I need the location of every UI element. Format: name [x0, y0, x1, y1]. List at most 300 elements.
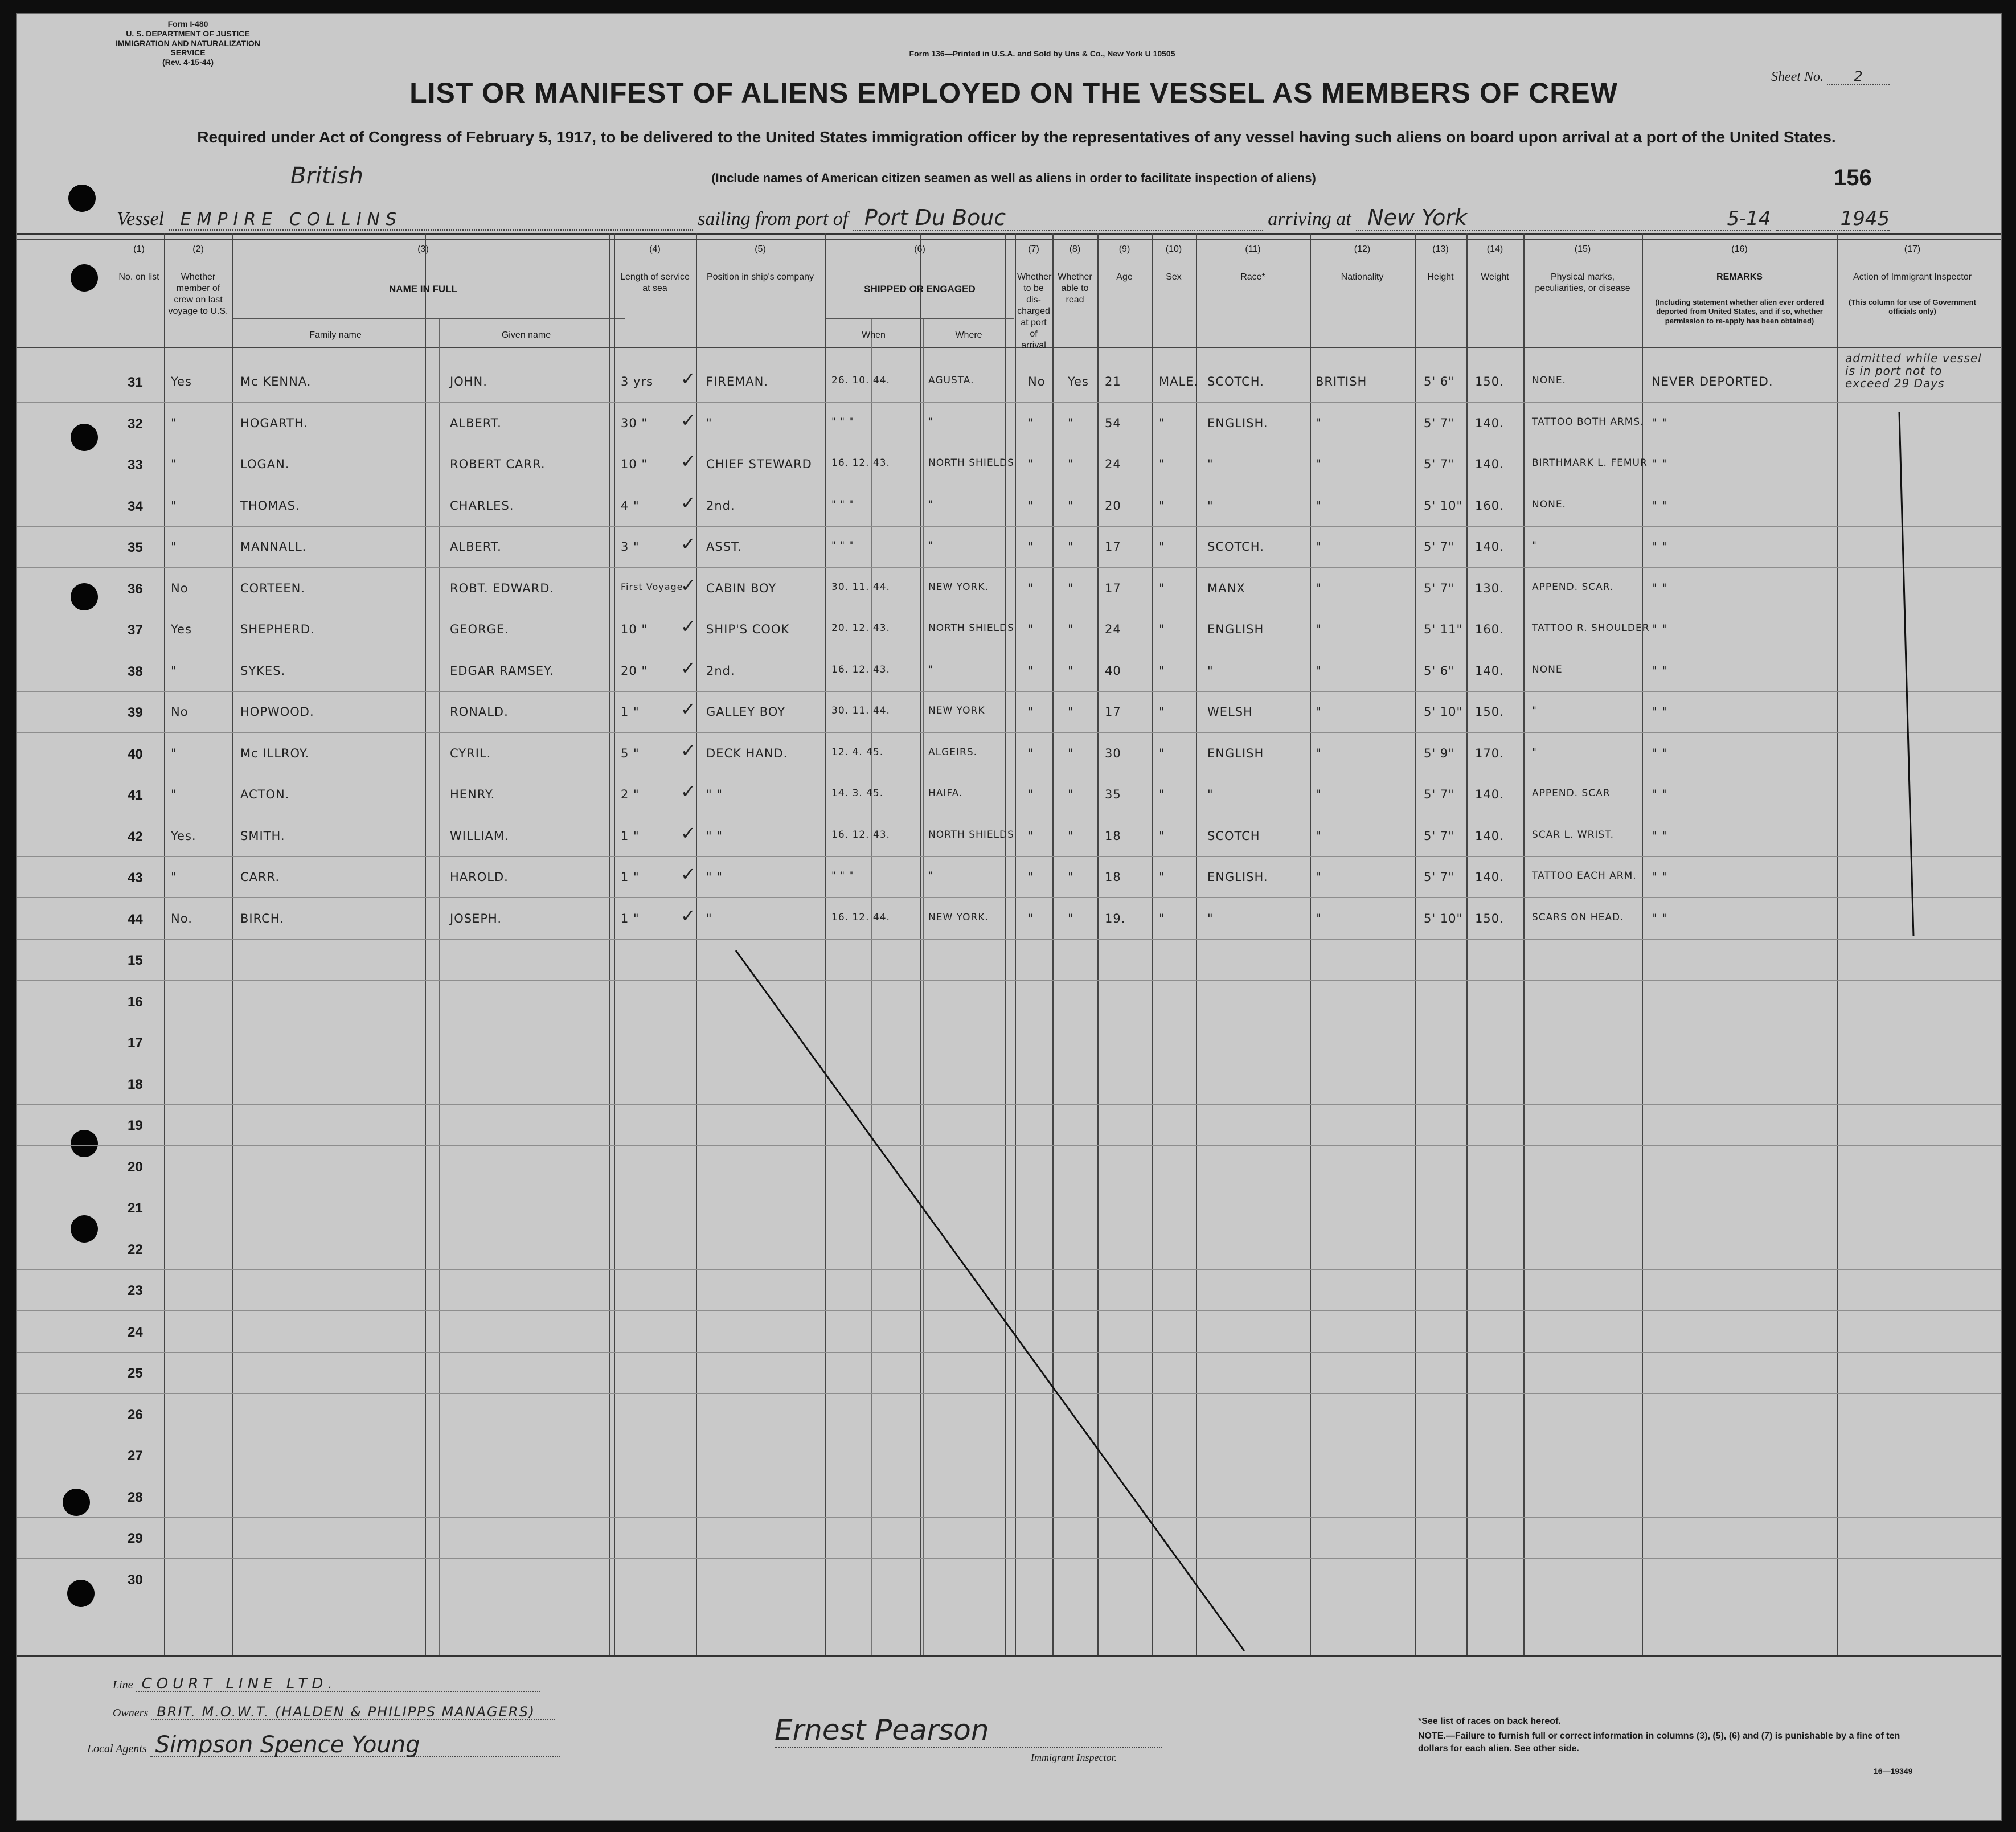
family-name: ACTON. — [240, 788, 290, 801]
family-name: SYKES. — [240, 664, 286, 678]
shipped-when: 30. 11. 44. — [831, 705, 890, 716]
row-number: 25 — [128, 1366, 143, 1381]
column-heading: Sex — [1166, 272, 1182, 282]
shipped-where: NEW YORK. — [928, 581, 989, 593]
sex: " — [1159, 499, 1165, 513]
column-divider — [614, 233, 615, 1655]
race: " — [1207, 788, 1214, 801]
column-divider — [1642, 233, 1643, 1655]
row-rule — [17, 732, 2001, 733]
height: 5' 10" — [1424, 499, 1463, 513]
revision: (Rev. 4-15-44) — [162, 58, 214, 67]
length-of-service: 4 " — [621, 499, 640, 513]
column-divider — [1015, 233, 1016, 1655]
crew-last-voyage: " — [171, 788, 177, 801]
sex: " — [1159, 416, 1165, 430]
physical-marks: TATTOO BOTH ARMS. — [1532, 416, 1644, 428]
row-number: 23 — [128, 1283, 143, 1298]
given-name: ALBERT. — [450, 540, 502, 554]
column-heading: Whether to be dis-charged at port of arrival — [1017, 272, 1052, 350]
row-rule — [17, 1145, 2001, 1146]
position-in-ship: ASST. — [706, 540, 743, 554]
check-mark-icon: ✓ — [681, 533, 696, 555]
remarks: " " — [1652, 416, 1668, 430]
sex: " — [1159, 540, 1165, 554]
age: 54 — [1105, 416, 1121, 430]
physical-marks: NONE — [1532, 664, 1563, 675]
remarks: " " — [1652, 829, 1668, 843]
race: ENGLISH — [1207, 747, 1264, 760]
column-divider — [1097, 233, 1099, 1655]
height: 5' 10" — [1424, 912, 1463, 925]
nationality: " — [1316, 870, 1322, 884]
crew-last-voyage: " — [171, 870, 177, 884]
inspector-action: admitted while vessel is in port not to exceed 29 Days — [1845, 351, 1982, 390]
row-rule — [17, 980, 2001, 981]
column-note: (This column for use of Government officials only) — [1849, 298, 1976, 316]
position-in-ship: " — [706, 912, 712, 925]
shipped-when: 20. 12. 43. — [831, 622, 890, 634]
age: 17 — [1105, 705, 1121, 719]
page-title: LIST OR MANIFEST OF ALIENS EMPLOYED ON THE VESSEL AS MEMBERS OF CREW — [409, 77, 1618, 109]
length-of-service: 30 " — [621, 416, 648, 430]
shipped-where: NORTH SHIELDS — [928, 457, 1014, 469]
discharged-at-port: " — [1028, 416, 1034, 430]
check-mark-icon: ✓ — [681, 905, 696, 927]
physical-marks: TATTOO R. SHOULDER — [1532, 622, 1650, 634]
inspector-label: Immigrant Inspector. — [1031, 1752, 1117, 1763]
able-to-read: " — [1068, 622, 1074, 636]
length-of-service: 1 " — [621, 705, 640, 719]
action-bracket-line — [1899, 412, 1913, 936]
position-in-ship: 2nd. — [706, 499, 735, 513]
position-in-ship: " " — [706, 829, 723, 843]
shipped-where: NEW YORK — [928, 705, 985, 716]
agents-label: Local Agents — [87, 1743, 147, 1755]
column-number: (8) — [1069, 244, 1081, 254]
shipped-where: " — [928, 664, 933, 675]
discharged-at-port: " — [1028, 870, 1034, 884]
sex: " — [1159, 664, 1165, 678]
row-number: 21 — [128, 1200, 143, 1216]
row-rule — [17, 856, 2001, 857]
row-number: 15 — [128, 953, 143, 968]
given-name: RONALD. — [450, 705, 509, 719]
row-number: 19 — [128, 1118, 143, 1133]
remarks: " " — [1652, 788, 1668, 801]
column-divider — [825, 233, 826, 1655]
height: 5' 6" — [1424, 375, 1454, 388]
column-heading: Whether able to read — [1058, 272, 1092, 305]
remarks: " " — [1652, 705, 1668, 719]
nationality: " — [1316, 705, 1322, 719]
shipped-when: " " " — [831, 499, 854, 510]
column-subheading: When — [862, 330, 886, 340]
nationality: " — [1316, 664, 1322, 678]
column-heading: Age — [1116, 272, 1133, 282]
column-number: (14) — [1486, 244, 1503, 254]
row-number: 43 — [128, 870, 143, 886]
row-rule — [17, 1104, 2001, 1105]
sex: " — [1159, 829, 1165, 843]
check-mark-icon: ✓ — [681, 616, 696, 637]
row-number: 40 — [128, 747, 143, 762]
weight: 140. — [1475, 870, 1504, 884]
length-of-service: 1 " — [621, 912, 640, 925]
footer-note: NOTE.—Failure to furnish full or correct information in columns (3), (5), (6) and (7) is punishable by a fine of ten dollars for each alien. See other side. — [1418, 1731, 1900, 1754]
family-name: THOMAS. — [240, 499, 300, 513]
weight: 140. — [1475, 829, 1504, 843]
height: 5' 7" — [1424, 788, 1454, 801]
age: 24 — [1105, 622, 1121, 636]
shipped-where: " — [928, 499, 933, 510]
physical-marks: APPEND. SCAR — [1532, 788, 1611, 799]
crew-last-voyage: No. — [171, 912, 192, 925]
sheet-label: Sheet No. — [1771, 69, 1824, 84]
column-number: (2) — [192, 244, 204, 254]
length-of-service: First Voyage — [621, 581, 683, 592]
check-mark-icon: ✓ — [681, 450, 696, 472]
row-rule — [17, 939, 2001, 940]
position-in-ship: SHIP'S COOK — [706, 622, 790, 636]
remarks: " " — [1652, 540, 1668, 554]
column-heading: Physical marks, peculiarities, or disease — [1535, 272, 1630, 293]
race: " — [1207, 457, 1214, 471]
length-of-service: 1 " — [621, 870, 640, 884]
discharged-at-port: " — [1028, 581, 1034, 595]
crew-last-voyage: " — [171, 416, 177, 430]
column-heading: NAME IN FULL — [389, 284, 457, 294]
arrival-date: 5-14 — [1600, 207, 1771, 231]
row-number: 35 — [128, 540, 143, 555]
page-number: 156 — [1834, 165, 1872, 190]
shipped-where: " — [928, 870, 933, 882]
row-number: 18 — [128, 1077, 143, 1092]
column-divider — [1837, 233, 1838, 1655]
given-name: ALBERT. — [450, 416, 502, 430]
remarks: " " — [1652, 664, 1668, 678]
column-heading: Nationality — [1341, 272, 1384, 282]
form-id: Form I-480 — [167, 19, 208, 28]
remarks: NEVER DEPORTED. — [1652, 375, 1773, 388]
race: MANX — [1207, 581, 1245, 595]
physical-marks: BIRTHMARK L. FEMUR — [1532, 457, 1648, 469]
row-rule — [17, 1558, 2001, 1559]
position-in-ship: " " — [706, 870, 723, 884]
position-in-ship: CHIEF STEWARD — [706, 457, 812, 471]
row-rule — [17, 567, 2001, 568]
line-value: COURT LINE LTD. — [136, 1677, 540, 1692]
column-heading: No. on list — [118, 272, 159, 282]
row-rule — [17, 1393, 2001, 1394]
check-mark-icon: ✓ — [681, 822, 696, 844]
physical-marks: " — [1532, 705, 1537, 716]
column-heading: SHIPPED OR ENGAGED — [864, 284, 976, 294]
column-divider — [1152, 233, 1153, 1655]
column-number: (1) — [133, 244, 145, 254]
row-number: 30 — [128, 1572, 143, 1588]
manifest-sheet — [16, 13, 2002, 1821]
weight: 150. — [1475, 912, 1504, 925]
nationality: " — [1316, 540, 1322, 554]
row-number: 37 — [128, 622, 143, 638]
able-to-read: " — [1068, 581, 1074, 595]
column-divider — [1196, 233, 1197, 1655]
weight: 140. — [1475, 416, 1504, 430]
weight: 140. — [1475, 457, 1504, 471]
column-number: (5) — [755, 244, 766, 254]
age: 17 — [1105, 540, 1121, 554]
name-header-rule — [232, 318, 625, 319]
able-to-read: Yes — [1068, 375, 1089, 388]
race: ENGLISH. — [1207, 416, 1268, 430]
shipped-where: NEW YORK. — [928, 912, 989, 923]
height: 5' 9" — [1424, 747, 1454, 760]
row-number: 42 — [128, 829, 143, 845]
family-name: Mc KENNA. — [240, 375, 312, 388]
sex: " — [1159, 747, 1165, 760]
shipped-when: 16. 12. 43. — [831, 457, 890, 469]
column-number: (15) — [1574, 244, 1591, 254]
weight: 140. — [1475, 788, 1504, 801]
row-number: 44 — [128, 912, 143, 927]
family-name: HOGARTH. — [240, 416, 308, 430]
age: 35 — [1105, 788, 1121, 801]
vessel-label: Vessel — [117, 208, 165, 229]
sailing-label: sailing from port of — [698, 208, 849, 229]
shipped-when: 14. 3. 45. — [831, 788, 884, 799]
column-heading: Action of Immigrant Inspector — [1853, 272, 1972, 282]
remarks: " " — [1652, 581, 1668, 595]
family-name: CARR. — [240, 870, 280, 884]
discharged-at-port: " — [1028, 829, 1034, 843]
family-name: BIRCH. — [240, 912, 284, 925]
height: 5' 7" — [1424, 581, 1454, 595]
column-heading: Race* — [1240, 272, 1265, 282]
given-name: JOSEPH. — [450, 912, 502, 925]
column-number: (11) — [1245, 244, 1261, 254]
column-divider — [425, 233, 426, 1655]
sex: MALE. — [1159, 375, 1199, 388]
sheet-number: 2 — [1827, 68, 1890, 85]
position-in-ship: " " — [706, 788, 723, 801]
column-divider — [164, 233, 165, 1655]
column-divider — [1523, 233, 1525, 1655]
physical-marks: " — [1532, 540, 1537, 551]
column-heading: Height — [1427, 272, 1454, 282]
height: 5' 10" — [1424, 705, 1463, 719]
arrival-port: New York — [1356, 205, 1595, 231]
length-of-service: 5 " — [621, 747, 640, 760]
row-number: 39 — [128, 705, 143, 720]
family-name: HOPWOOD. — [240, 705, 314, 719]
able-to-read: " — [1068, 870, 1074, 884]
age: 19. — [1105, 912, 1126, 925]
row-rule — [17, 1269, 2001, 1270]
check-mark-icon: ✓ — [681, 368, 696, 390]
nationality: " — [1316, 499, 1322, 513]
column-number: (7) — [1028, 244, 1039, 254]
table-top-border — [17, 233, 2001, 235]
age: 18 — [1105, 829, 1121, 843]
crew-table — [17, 14, 2001, 1820]
table-top-border — [17, 239, 2001, 240]
nationality: " — [1316, 622, 1322, 636]
column-divider — [696, 233, 697, 1655]
length-of-service: 3 " — [621, 540, 640, 554]
arrival-year: 1945 — [1776, 207, 1890, 231]
shipped-when: 16. 12. 43. — [831, 664, 890, 675]
length-of-service: 1 " — [621, 829, 640, 843]
row-number: 22 — [128, 1242, 143, 1257]
shipped-where: NORTH SHIELDS — [928, 829, 1014, 841]
crew-last-voyage: " — [171, 747, 177, 760]
column-heading: REMARKS — [1716, 272, 1763, 282]
family-name: Mc ILLROY. — [240, 747, 310, 760]
race: SCOTCH. — [1207, 540, 1264, 554]
row-rule — [17, 1352, 2001, 1353]
shipped-when: " " " — [831, 870, 854, 882]
shipped-where: AGUSTA. — [928, 375, 974, 386]
crew-last-voyage: " — [171, 457, 177, 471]
remarks: " " — [1652, 912, 1668, 925]
position-in-ship: DECK HAND. — [706, 747, 788, 760]
crew-last-voyage: " — [171, 664, 177, 678]
family-name: CORTEEN. — [240, 581, 306, 595]
discharged-at-port: " — [1028, 664, 1034, 678]
remarks: " " — [1652, 499, 1668, 513]
shipped-where: HAIFA. — [928, 788, 963, 799]
length-of-service: 20 " — [621, 664, 648, 678]
position-in-ship: FIREMAN. — [706, 375, 769, 388]
check-mark-icon: ✓ — [681, 575, 696, 596]
include-note: (Include names of American citizen seamen as well as aliens in order to facilitate inspection of aliens) — [711, 171, 1316, 185]
column-subheading: Given name — [501, 330, 551, 340]
nationality: " — [1316, 912, 1322, 925]
shipped-where: ALGEIRS. — [928, 747, 978, 758]
sex: " — [1159, 705, 1165, 719]
printer-line: Form 136—Printed in U.S.A. and Sold by Uns & Co., New York U 10505 — [909, 49, 1175, 58]
able-to-read: " — [1068, 540, 1074, 554]
weight: 160. — [1475, 499, 1504, 513]
column-number: (4) — [649, 244, 661, 254]
sex: " — [1159, 912, 1165, 925]
check-mark-icon: ✓ — [681, 492, 696, 514]
able-to-read: " — [1068, 664, 1074, 678]
form-code: 16—19349 — [1874, 1767, 1913, 1776]
shipped-where: " — [928, 416, 933, 428]
race: ENGLISH. — [1207, 870, 1268, 884]
row-number: 24 — [128, 1325, 143, 1340]
shipped-when: 26. 10. 44. — [831, 375, 890, 386]
row-number: 33 — [128, 457, 143, 473]
shipped-when: 16. 12. 44. — [831, 912, 890, 923]
column-heading: Position in ship's company — [706, 272, 814, 282]
position-in-ship: 2nd. — [706, 664, 735, 678]
race: " — [1207, 664, 1214, 678]
shipped-header-rule — [825, 318, 1014, 319]
row-number: 32 — [128, 416, 143, 432]
able-to-read: " — [1068, 457, 1074, 471]
shipped-when: 12. 4. 45. — [831, 747, 884, 758]
shipped-where: NORTH SHIELDS — [928, 622, 1014, 634]
given-name: CYRIL. — [450, 747, 491, 760]
column-divider — [920, 233, 921, 1655]
column-number: (10) — [1165, 244, 1182, 254]
discharged-at-port: " — [1028, 912, 1034, 925]
crew-last-voyage: Yes. — [171, 829, 196, 843]
column-divider — [1005, 233, 1006, 1655]
given-name: EDGAR RAMSEY. — [450, 664, 554, 678]
remarks: " " — [1652, 622, 1668, 636]
arriving-label: arriving at — [1268, 208, 1351, 229]
height: 5' 7" — [1424, 870, 1454, 884]
race: SCOTCH. — [1207, 375, 1264, 388]
column-number: (17) — [1904, 244, 1921, 254]
height: 5' 7" — [1424, 457, 1454, 471]
nationality: BRITISH — [1316, 375, 1367, 388]
row-number: 29 — [128, 1531, 143, 1546]
discharged-at-port: " — [1028, 499, 1034, 513]
column-divider — [1466, 233, 1468, 1655]
sex: " — [1159, 870, 1165, 884]
height: 5' 11" — [1424, 622, 1463, 636]
height: 5' 6" — [1424, 664, 1454, 678]
row-number: 26 — [128, 1407, 143, 1423]
departure-port: Port Du Bouc — [853, 205, 1263, 231]
remarks: " " — [1652, 870, 1668, 884]
column-note: (Including statement whether alien ever ordered deported from United States, and if so, whether permission to re-apply has been obtained) — [1655, 298, 1824, 325]
age: 30 — [1105, 747, 1121, 760]
age: 20 — [1105, 499, 1121, 513]
weight: 140. — [1475, 664, 1504, 678]
sex: " — [1159, 788, 1165, 801]
weight: 140. — [1475, 540, 1504, 554]
able-to-read: " — [1068, 829, 1074, 843]
column-number: (13) — [1432, 244, 1449, 254]
position-in-ship: GALLEY BOY — [706, 705, 786, 719]
nationality: " — [1316, 581, 1322, 595]
diagonal-cancel-line — [736, 950, 1244, 1651]
shipped-when: 16. 12. 43. — [831, 829, 890, 841]
crew-last-voyage: " — [171, 540, 177, 554]
age: 18 — [1105, 870, 1121, 884]
table-bottom-border — [17, 1655, 2001, 1657]
column-divider — [1052, 233, 1054, 1655]
column-number: (3) — [417, 244, 429, 254]
able-to-read: " — [1068, 416, 1074, 430]
given-name: JOHN. — [450, 375, 487, 388]
physical-marks: " — [1532, 747, 1537, 758]
physical-marks: NONE. — [1532, 499, 1566, 510]
nationality: " — [1316, 747, 1322, 760]
crew-last-voyage: " — [171, 499, 177, 513]
weight: 130. — [1475, 581, 1504, 595]
discharged-at-port: " — [1028, 457, 1034, 471]
shipped-when: " " " — [831, 416, 854, 428]
family-name: MANNALL. — [240, 540, 307, 554]
sex: " — [1159, 457, 1165, 471]
check-mark-icon: ✓ — [681, 657, 696, 679]
check-mark-icon: ✓ — [681, 781, 696, 802]
family-name: LOGAN. — [240, 457, 290, 471]
weight: 160. — [1475, 622, 1504, 636]
able-to-read: " — [1068, 788, 1074, 801]
shipped-where: " — [928, 540, 933, 551]
column-subheading: Family name — [309, 330, 362, 340]
column-divider — [1310, 233, 1311, 1655]
row-rule — [17, 897, 2001, 898]
